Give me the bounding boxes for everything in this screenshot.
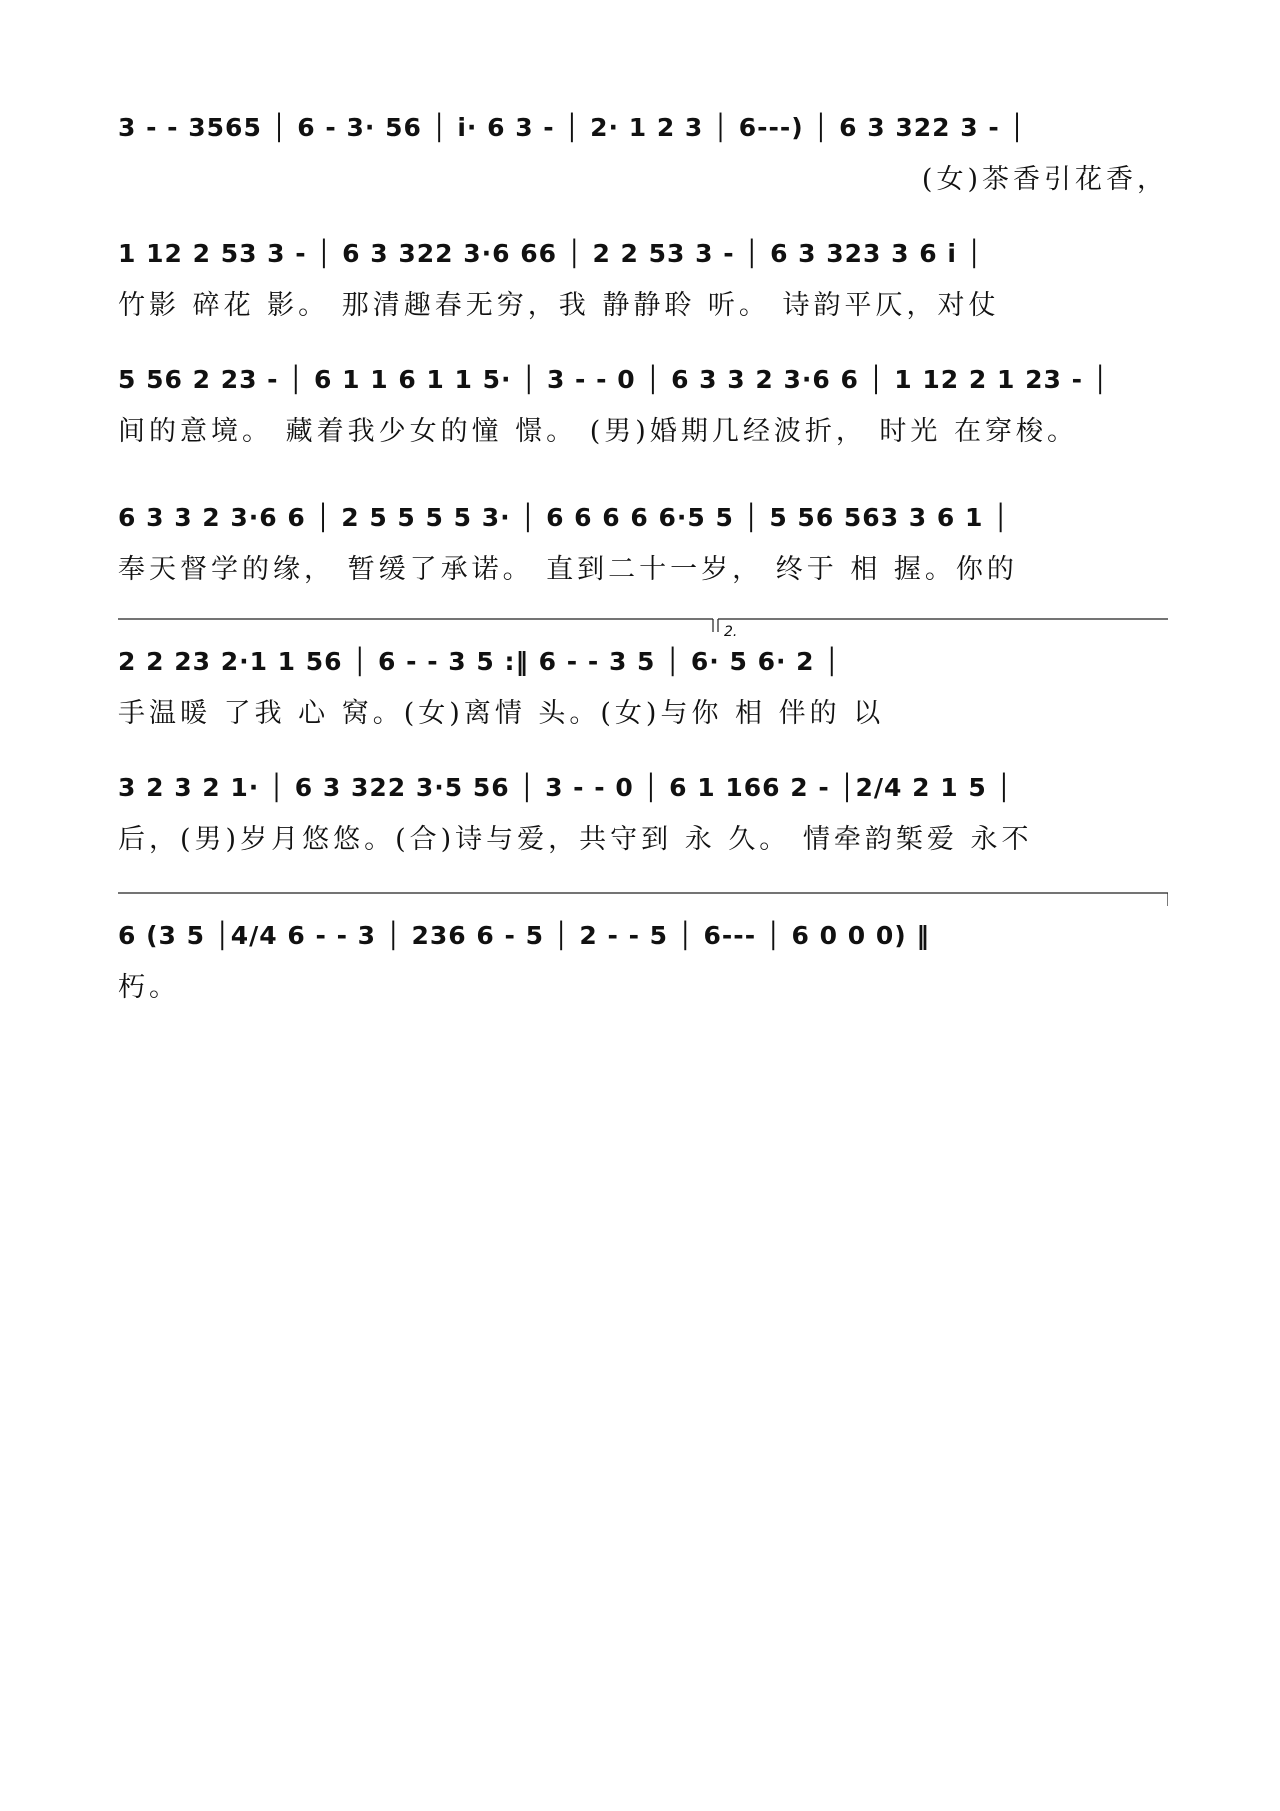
- lyric-line: 间的意境。 藏着我少女的憧 憬。 (男)婚期几经波折， 时光 在穿梭。: [118, 416, 1078, 447]
- lyric-line: 朽。: [118, 972, 180, 1003]
- repeat-bracket: [118, 618, 1168, 632]
- ending-bracket: [118, 892, 1168, 906]
- notation-line: 6 3 3 2 3·6 6 │ 2 5 5 5 5 3· │ 6 6 6 6 6·5 5 │ 5 56 563 3 6 1 │: [118, 503, 1010, 532]
- notation-line: 1 12 2 53 3 - │ 6 3 322 3·6 66 │ 2 2 53 3 - │ 6 3 323 3 6 i │: [118, 239, 983, 268]
- notation-line: 6 (3 5 │4/4 6 - - 3 │ 236 6 - 5 │ 2 - - 5 │ 6--- │ 6 0 0 0) ‖: [118, 921, 930, 950]
- lyric-line: 后，(男)岁月悠悠。(合)诗与爱，共守到 永 久。 情牵韵椠爱 永不: [118, 824, 1033, 855]
- notation-line: 3 2 3 2 1· │ 6 3 322 3·5 56 │ 3 - - 0 │ 6 1 166 2 - │2/4 2 1 5 │: [118, 773, 1013, 802]
- notation-line: 2 2 23 2·1 1 56 │ 6 - - 3 5 :‖ 6 - - 3 5 │ 6· 5 6· 2 │: [118, 647, 841, 676]
- volta-label: 2.: [724, 624, 738, 640]
- lyric-line: 手温暖 了我 心 窝。(女)离情 头。(女)与你 相 伴的 以: [118, 698, 885, 729]
- lyric-line: 竹影 碎花 影。 那清趣春无穷，我 静静聆 听。 诗韵平仄，对仗: [118, 290, 1000, 321]
- notation-line: 5 56 2 23 - │ 6 1 1 6 1 1 5· │ 3 - - 0 │ 6 3 3 2 3·6 6 │ 1 12 2 1 23 - │: [118, 365, 1109, 394]
- lyric-line: (女)茶香引花香，: [921, 164, 1168, 195]
- lyric-line: 奉天督学的缘， 暂缓了承诺。 直到二十一岁， 终于 相 握。你的: [118, 554, 1018, 585]
- notation-line: 3 - - 3565 │ 6 - 3· 56 │ i· 6 3 - │ 2· 1 2 3 │ 6---) │ 6 3 322 3 - │: [118, 113, 1026, 142]
